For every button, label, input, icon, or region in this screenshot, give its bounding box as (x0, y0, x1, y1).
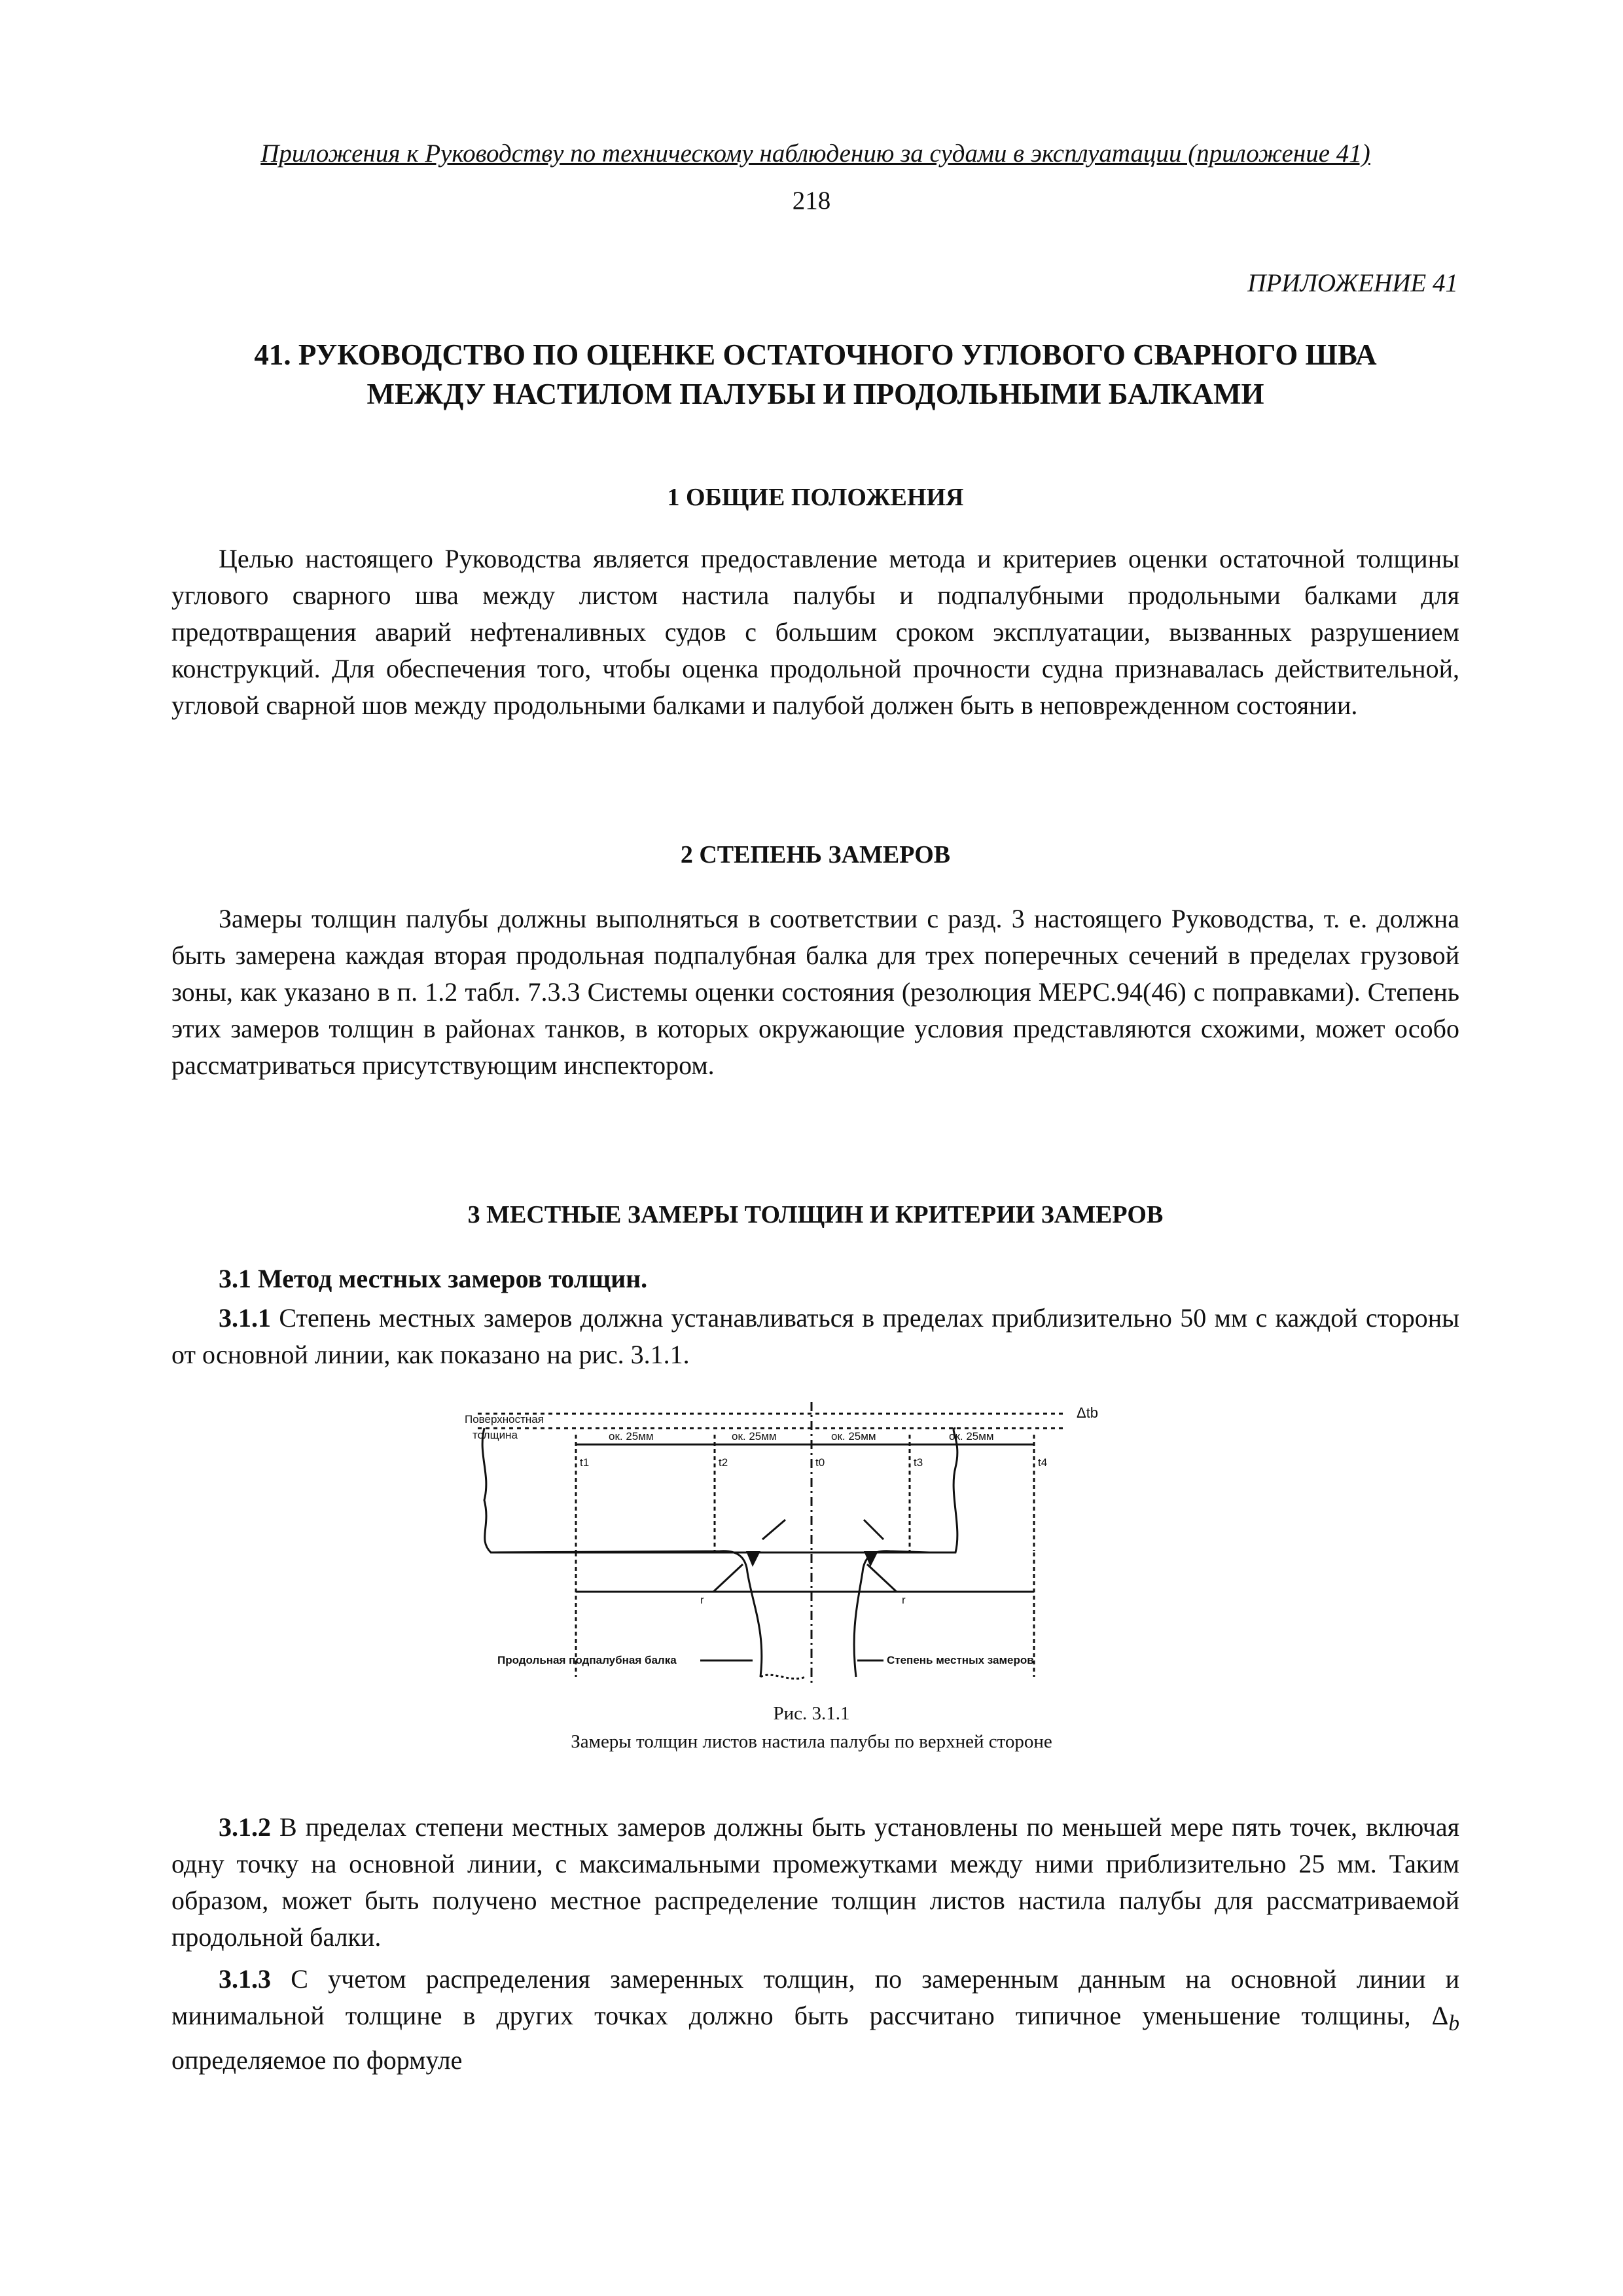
label-t3: t3 (914, 1456, 923, 1469)
label-r-right: r (902, 1594, 906, 1606)
arrow-weld-right (864, 1520, 883, 1539)
paragraph-3-1-2-text: В пределах степени местных замеров должны быть установлены по меньшей мере пять точек, включая одну точку на основной линии, с максимальными промежутками между ними приблизительно 25 мм. Таким образом, может быть получено местное распределение толщин листов настила палубы для рассматриваемой продольной балки. (171, 1812, 1459, 1952)
figure-caption-text: Замеры толщин листов настила палубы по верхней стороне (571, 1731, 1052, 1752)
paragraph-3-1-3-tail: определяемое по формуле (171, 2045, 463, 2075)
paragraph-3-1-3-text: С учетом распределения замеренных толщин, по замеренным данным на основной линии и минимальной толщине в других точках должно быть рассчитано типичное уменьшение толщины, Δ (171, 1964, 1459, 2030)
figure-caption-number: Рис. 3.1.1 (773, 1703, 850, 1724)
web-break-line (760, 1675, 805, 1679)
label-thickness: толщина (473, 1429, 518, 1441)
label-longitudinal: Продольная подпалубная балка (497, 1654, 677, 1666)
title-line-2: МЕЖДУ НАСТИЛОМ ПАЛУБЫ И ПРОДОЛЬНЫМИ БАЛКАМИ (366, 378, 1264, 410)
figure-3-1-1 (465, 1395, 1171, 1683)
paragraph-3-1-1 (171, 1300, 1459, 1373)
label-t0: t0 (815, 1456, 825, 1469)
paragraph-3-1-1-text: Степень местных замеров должна устанавливаться в пределах приблизительно 50 мм с каждой стороны от основной линии, как показано на рис. 3.1.1. (171, 1303, 1459, 1369)
label-delta-tb: Δtb (1077, 1405, 1099, 1421)
section-1-paragraph: Целью настоящего Руководства является предоставление метода и критериев оценки остаточной толщины углового сварного шва между листом настила палубы и подпалубными продольными балками для предотвращения аварий нефтеналивных судов с большим сроком эксплуатации, вызванных разрушением конструкций. Для обеспечения того, чтобы оценка продольной прочности судна признавалась действительной, угловой сварной шов между продольными балками и палубой должен быть в неповрежденном состоянии. (171, 544, 1459, 720)
paragraph-3-1-2-number: 3.1.2 (219, 1812, 271, 1842)
deck-plate-outline (482, 1428, 957, 1552)
label-25mm-4: ок. 25мм (949, 1430, 994, 1443)
label-r-left: r (700, 1594, 704, 1606)
paragraph-3-1-3 (171, 1961, 1459, 2079)
page-number: 218 (792, 187, 831, 215)
weld-fillet-left (746, 1551, 760, 1567)
paragraph-3-1-2 (171, 1809, 1459, 1956)
section-3-heading: 3 МЕСТНЫЕ ЗАМЕРЫ ТОЛЩИН И КРИТЕРИИ ЗАМЕРОВ (467, 1201, 1164, 1229)
section-2-heading: 2 СТЕПЕНЬ ЗАМЕРОВ (680, 841, 951, 869)
section-2-paragraph: Замеры толщин палубы должны выполняться в соответствии с разд. 3 настоящего Руководства, т. е. должна быть замерена каждая вторая продольная подпалубная балка для трех поперечных сечений в пределах грузовой зоны, как указано в п. 1.2 табл. 7.3.3 Системы оценки состояния (резолюция МЕРС.94(46) с поправками). Степень этих замеров толщин в районах танков, в которых окружающие условия представляются схожими, может особо рассматриваться присутствующим инспектором. (171, 904, 1459, 1080)
label-25mm-1: ок. 25мм (609, 1430, 654, 1443)
arrow-weld-left (762, 1520, 785, 1539)
label-t1: t1 (580, 1456, 590, 1469)
appendix-label: ПРИЛОЖЕНИЕ 41 (1247, 269, 1458, 297)
document-title (171, 335, 1459, 414)
label-t2: t2 (719, 1456, 728, 1469)
running-header: Приложения к Руководству по техническому наблюдению за судами в эксплуатации (приложение 41) (260, 139, 1370, 168)
arrow-r-left (713, 1564, 743, 1592)
arrow-r-right (867, 1564, 897, 1592)
section-1-heading: 1 ОБЩИЕ ПОЛОЖЕНИЯ (667, 484, 964, 511)
paragraph-3-1-3-subscript: b (1448, 2011, 1459, 2036)
paragraph-3-1-1-number: 3.1.1 (219, 1303, 271, 1333)
label-extent: Степень местных замеров (887, 1654, 1034, 1666)
label-surface: Поверхностная (465, 1413, 544, 1426)
title-line-1: 41. РУКОВОДСТВО ПО ОЦЕНКЕ ОСТАТОЧНОГО УГЛОВОГО СВАРНОГО ШВА (254, 338, 1377, 371)
subsection-3-1-heading: 3.1 Метод местных замеров толщин. (219, 1264, 648, 1293)
label-t4: t4 (1038, 1456, 1048, 1469)
label-25mm-3: ок. 25мм (831, 1430, 876, 1443)
label-25mm-2: ок. 25мм (732, 1430, 777, 1443)
paragraph-3-1-3-number: 3.1.3 (219, 1964, 271, 1994)
